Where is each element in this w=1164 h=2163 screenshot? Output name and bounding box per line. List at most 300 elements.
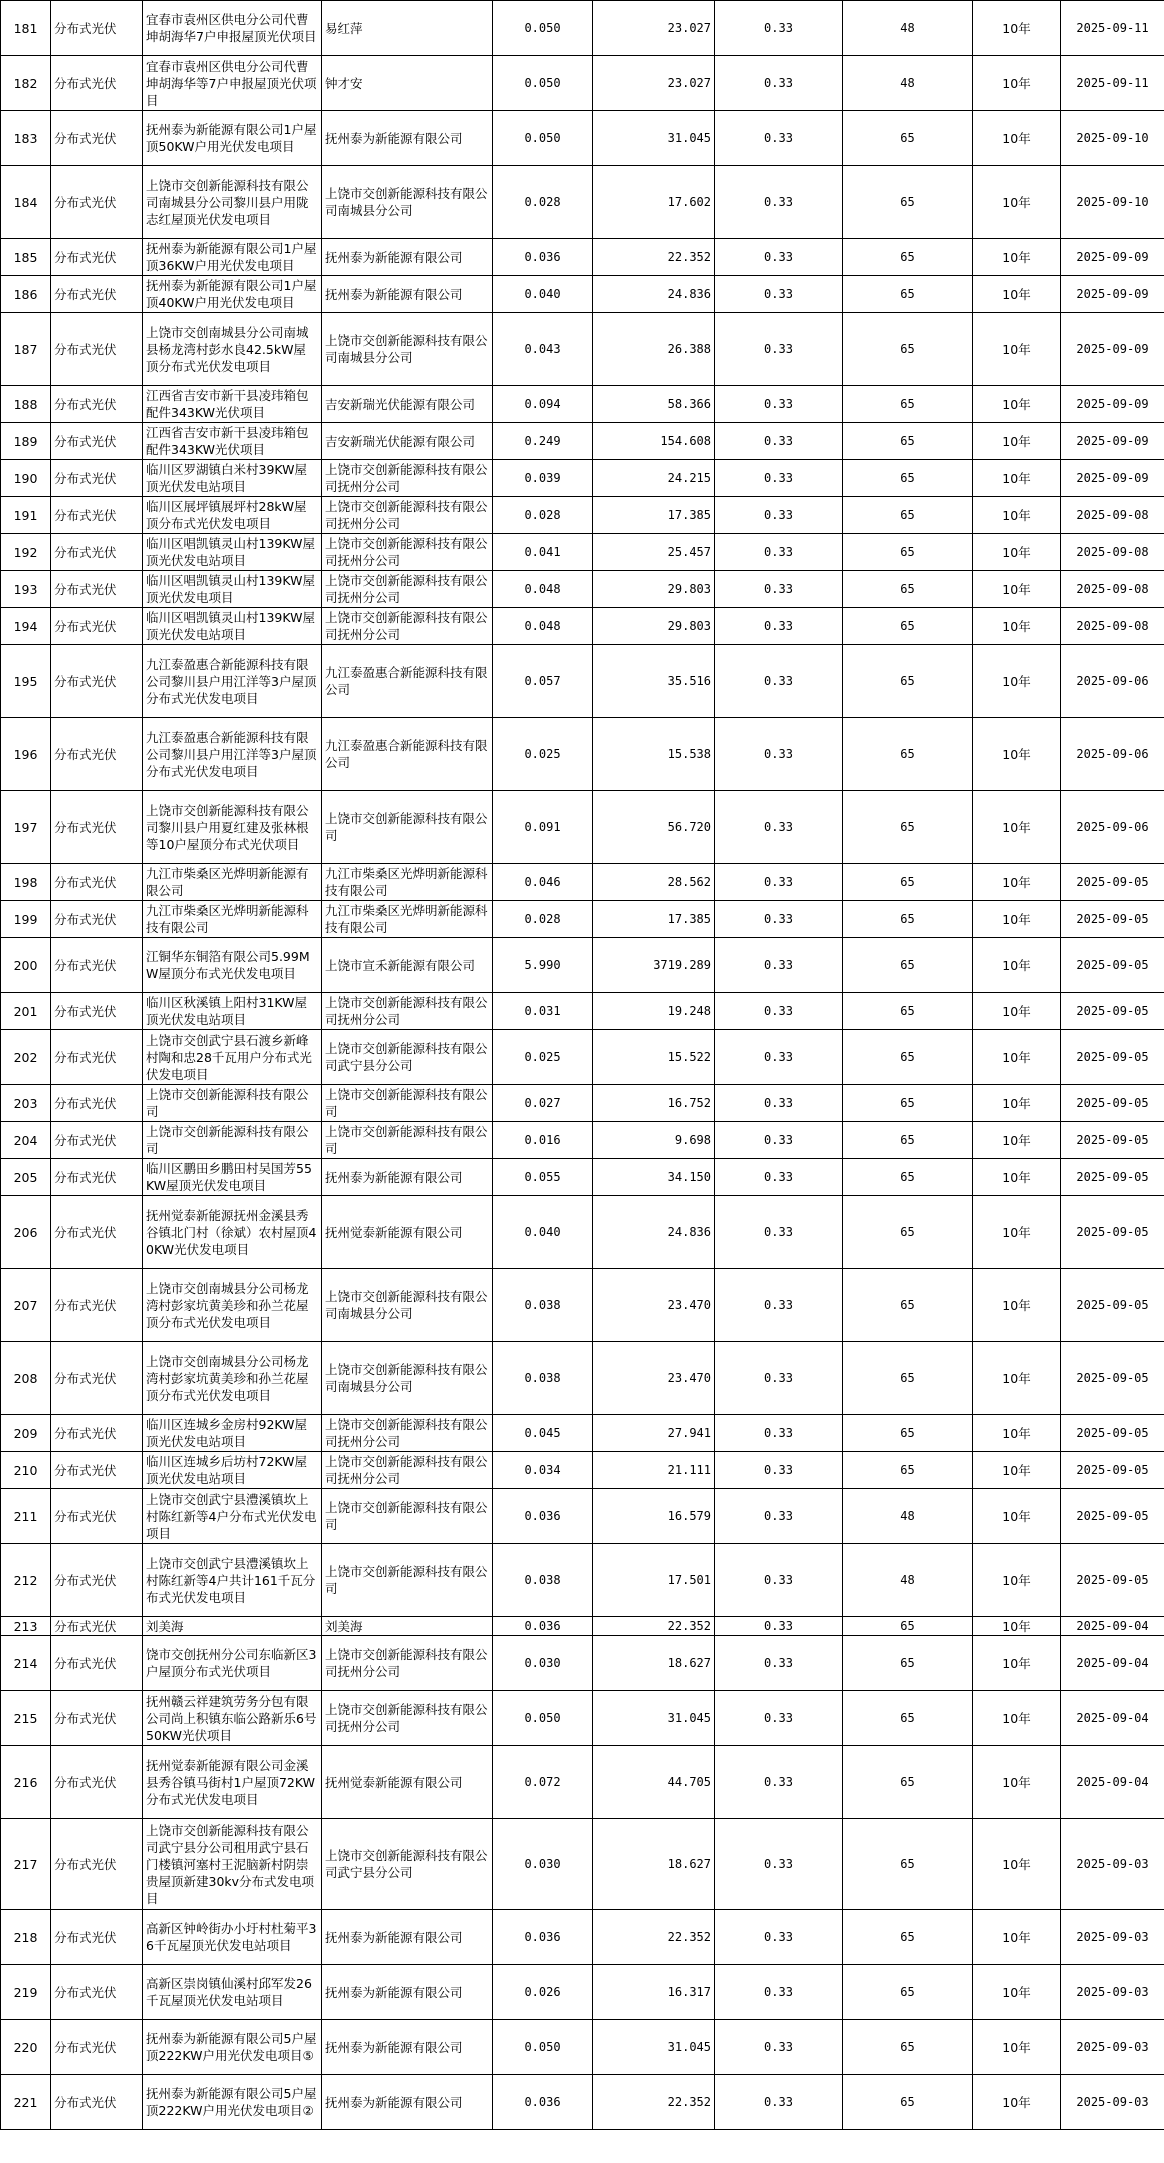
- project-type-cell: 分布式光伏: [51, 497, 143, 534]
- date-cell: 2025-09-09: [1061, 313, 1164, 386]
- project-name-cell: 上饶市交创南城县分公司杨龙湾村彭家坑黄美珍和孙兰花屋顶分布式光伏发电项目: [143, 1342, 322, 1415]
- subsidy-cell: 65: [843, 645, 973, 718]
- capacity-cell: 0.046: [493, 864, 593, 901]
- project-type-cell: 分布式光伏: [51, 1636, 143, 1691]
- capacity-cell: 0.048: [493, 571, 593, 608]
- table-row: [1, 534, 1164, 571]
- table-row: [1, 1746, 1164, 1819]
- project-type-cell: 分布式光伏: [51, 1159, 143, 1196]
- subsidy-cell: 65: [843, 1030, 973, 1085]
- generation-cell: 25.457: [593, 534, 715, 571]
- project-type-cell: 分布式光伏: [51, 2075, 143, 2130]
- table-row: [1, 313, 1164, 386]
- period-cell: 10年: [973, 1159, 1061, 1196]
- generation-cell: 23.027: [593, 1, 715, 56]
- company-name-cell: 抚州泰为新能源有限公司: [322, 1910, 493, 1965]
- capacity-cell: 0.027: [493, 1085, 593, 1122]
- project-type-cell: 分布式光伏: [51, 1196, 143, 1269]
- company-name-cell: 抚州泰为新能源有限公司: [322, 2075, 493, 2130]
- period-cell: 10年: [973, 2020, 1061, 2075]
- subsidy-cell: 65: [843, 2075, 973, 2130]
- capacity-cell: 0.249: [493, 423, 593, 460]
- project-name-cell: 九江泰盈惠合新能源科技有限公司黎川县户用江洋等3户屋顶分布式光伏发电项目: [143, 645, 322, 718]
- date-cell: 2025-09-05: [1061, 901, 1164, 938]
- project-type-cell: 分布式光伏: [51, 1489, 143, 1544]
- coefficient-cell: 0.33: [715, 2075, 843, 2130]
- project-type-cell: 分布式光伏: [51, 645, 143, 718]
- project-name-cell: 九江泰盈惠合新能源科技有限公司黎川县户用江洋等3户屋顶分布式光伏发电项目: [143, 718, 322, 791]
- subsidy-cell: 65: [843, 1452, 973, 1489]
- company-name-cell: 上饶市交创新能源科技有限公司: [322, 791, 493, 864]
- period-cell: 10年: [973, 2075, 1061, 2130]
- date-cell: 2025-09-05: [1061, 1159, 1164, 1196]
- subsidy-cell: 65: [843, 1910, 973, 1965]
- project-name-cell: 抚州赣云祥建筑劳务分包有限公司尚上积镇东临公路新乐6号50KW光伏项目: [143, 1691, 322, 1746]
- subsidy-cell: 48: [843, 1544, 973, 1617]
- project-name-cell: 抚州觉泰新能源有限公司金溪县秀谷镇马街村1户屋顶72KW分布式光伏发电项目: [143, 1746, 322, 1819]
- row-number-cell: 219: [1, 1965, 51, 2020]
- company-name-cell: 上饶市交创新能源科技有限公司: [322, 1489, 493, 1544]
- capacity-cell: 0.040: [493, 276, 593, 313]
- row-number-cell: 208: [1, 1342, 51, 1415]
- table-row: [1, 1085, 1164, 1122]
- company-name-cell: 上饶市交创新能源科技有限公司南城县分公司: [322, 1342, 493, 1415]
- date-cell: 2025-09-03: [1061, 1910, 1164, 1965]
- capacity-cell: 0.050: [493, 111, 593, 166]
- company-name-cell: 上饶市交创新能源科技有限公司: [322, 1085, 493, 1122]
- coefficient-cell: 0.33: [715, 1269, 843, 1342]
- row-number-cell: 190: [1, 460, 51, 497]
- subsidy-cell: 65: [843, 1965, 973, 2020]
- generation-cell: 17.385: [593, 901, 715, 938]
- table-row: [1, 1489, 1164, 1544]
- company-name-cell: 上饶市交创新能源科技有限公司武宁县分公司: [322, 1030, 493, 1085]
- project-type-cell: 分布式光伏: [51, 460, 143, 497]
- period-cell: 10年: [973, 1030, 1061, 1085]
- date-cell: 2025-09-05: [1061, 1085, 1164, 1122]
- subsidy-cell: 65: [843, 1415, 973, 1452]
- generation-cell: 24.215: [593, 460, 715, 497]
- coefficient-cell: 0.33: [715, 1085, 843, 1122]
- generation-cell: 16.317: [593, 1965, 715, 2020]
- subsidy-cell: 65: [843, 1342, 973, 1415]
- company-name-cell: 上饶市交创新能源科技有限公司: [322, 1544, 493, 1617]
- table-row: [1, 1965, 1164, 2020]
- capacity-cell: 0.048: [493, 608, 593, 645]
- date-cell: 2025-09-05: [1061, 1342, 1164, 1415]
- project-type-cell: 分布式光伏: [51, 313, 143, 386]
- row-number-cell: 206: [1, 1196, 51, 1269]
- capacity-cell: 0.028: [493, 497, 593, 534]
- company-name-cell: 九江市柴桑区光烨明新能源科技有限公司: [322, 864, 493, 901]
- table-row: [1, 1452, 1164, 1489]
- generation-cell: 58.366: [593, 386, 715, 423]
- subsidy-cell: 65: [843, 718, 973, 791]
- project-type-cell: 分布式光伏: [51, 571, 143, 608]
- date-cell: 2025-09-06: [1061, 718, 1164, 791]
- project-name-cell: 九江市柴桑区光烨明新能源科技有限公司: [143, 901, 322, 938]
- project-name-cell: 临川区展坪镇展坪村28kW屋顶分布式光伏发电项目: [143, 497, 322, 534]
- date-cell: 2025-09-05: [1061, 1196, 1164, 1269]
- row-number-cell: 204: [1, 1122, 51, 1159]
- period-cell: 10年: [973, 534, 1061, 571]
- period-cell: 10年: [973, 460, 1061, 497]
- generation-cell: 21.111: [593, 1452, 715, 1489]
- date-cell: 2025-09-05: [1061, 864, 1164, 901]
- date-cell: 2025-09-03: [1061, 2020, 1164, 2075]
- generation-cell: 22.352: [593, 1910, 715, 1965]
- coefficient-cell: 0.33: [715, 1, 843, 56]
- project-name-cell: 高新区崇岗镇仙溪村邱军发26千瓦屋顶光伏发电站项目: [143, 1965, 322, 2020]
- date-cell: 2025-09-08: [1061, 534, 1164, 571]
- project-name-cell: 抚州泰为新能源有限公司5户屋顶222KW户用光伏发电项目⑤: [143, 2020, 322, 2075]
- period-cell: 10年: [973, 901, 1061, 938]
- period-cell: 10年: [973, 111, 1061, 166]
- generation-cell: 18.627: [593, 1819, 715, 1910]
- subsidy-cell: 65: [843, 1819, 973, 1910]
- company-name-cell: 上饶市交创新能源科技有限公司抚州分公司: [322, 993, 493, 1030]
- generation-cell: 18.627: [593, 1636, 715, 1691]
- coefficient-cell: 0.33: [715, 1617, 843, 1636]
- generation-cell: 24.836: [593, 1196, 715, 1269]
- subsidy-cell: 65: [843, 608, 973, 645]
- row-number-cell: 181: [1, 1, 51, 56]
- capacity-cell: 0.038: [493, 1544, 593, 1617]
- period-cell: 10年: [973, 1746, 1061, 1819]
- capacity-cell: 0.038: [493, 1269, 593, 1342]
- row-number-cell: 218: [1, 1910, 51, 1965]
- date-cell: 2025-09-05: [1061, 1452, 1164, 1489]
- coefficient-cell: 0.33: [715, 1122, 843, 1159]
- subsidy-cell: 65: [843, 239, 973, 276]
- coefficient-cell: 0.33: [715, 1342, 843, 1415]
- generation-cell: 28.562: [593, 864, 715, 901]
- project-type-cell: 分布式光伏: [51, 276, 143, 313]
- period-cell: 10年: [973, 718, 1061, 791]
- row-number-cell: 202: [1, 1030, 51, 1085]
- project-name-cell: 临川区唱凯镇灵山村139KW屋顶光伏发电项目: [143, 571, 322, 608]
- table-row: [1, 1544, 1164, 1617]
- period-cell: 10年: [973, 1819, 1061, 1910]
- period-cell: 10年: [973, 1085, 1061, 1122]
- subsidy-cell: 48: [843, 56, 973, 111]
- coefficient-cell: 0.33: [715, 56, 843, 111]
- subsidy-cell: 65: [843, 1122, 973, 1159]
- coefficient-cell: 0.33: [715, 1819, 843, 1910]
- row-number-cell: 189: [1, 423, 51, 460]
- period-cell: 10年: [973, 1489, 1061, 1544]
- date-cell: 2025-09-05: [1061, 1122, 1164, 1159]
- coefficient-cell: 0.33: [715, 111, 843, 166]
- project-name-cell: 上饶市交创新能源科技有限公司: [143, 1085, 322, 1122]
- table-row: [1, 276, 1164, 313]
- company-name-cell: 抚州泰为新能源有限公司: [322, 239, 493, 276]
- period-cell: 10年: [973, 423, 1061, 460]
- row-number-cell: 183: [1, 111, 51, 166]
- subsidy-cell: 65: [843, 864, 973, 901]
- row-number-cell: 210: [1, 1452, 51, 1489]
- project-name-cell: 江西省吉安市新干县凌玮箱包配件343KW光伏项目: [143, 386, 322, 423]
- capacity-cell: 5.990: [493, 938, 593, 993]
- date-cell: 2025-09-08: [1061, 608, 1164, 645]
- company-name-cell: 刘美海: [322, 1617, 493, 1636]
- capacity-cell: 0.040: [493, 1196, 593, 1269]
- coefficient-cell: 0.33: [715, 1636, 843, 1691]
- date-cell: 2025-09-04: [1061, 1746, 1164, 1819]
- subsidy-cell: 65: [843, 901, 973, 938]
- date-cell: 2025-09-11: [1061, 1, 1164, 56]
- row-number-cell: 205: [1, 1159, 51, 1196]
- period-cell: 10年: [973, 497, 1061, 534]
- date-cell: 2025-09-11: [1061, 56, 1164, 111]
- table-row: [1, 938, 1164, 993]
- date-cell: 2025-09-05: [1061, 1415, 1164, 1452]
- project-name-cell: 临川区罗湖镇白米村39KW屋顶光伏发电站项目: [143, 460, 322, 497]
- table-row: [1, 645, 1164, 718]
- row-number-cell: 212: [1, 1544, 51, 1617]
- project-name-cell: 临川区鹏田乡鹏田村吴国芳55KW屋顶光伏发电项目: [143, 1159, 322, 1196]
- project-type-cell: 分布式光伏: [51, 901, 143, 938]
- date-cell: 2025-09-10: [1061, 166, 1164, 239]
- company-name-cell: 上饶市交创新能源科技有限公司南城县分公司: [322, 166, 493, 239]
- date-cell: 2025-09-03: [1061, 1965, 1164, 2020]
- coefficient-cell: 0.33: [715, 276, 843, 313]
- date-cell: 2025-09-03: [1061, 1819, 1164, 1910]
- company-name-cell: 九江市柴桑区光烨明新能源科技有限公司: [322, 901, 493, 938]
- row-number-cell: 182: [1, 56, 51, 111]
- subsidy-cell: 65: [843, 938, 973, 993]
- capacity-cell: 0.036: [493, 1489, 593, 1544]
- company-name-cell: 上饶市交创新能源科技有限公司南城县分公司: [322, 313, 493, 386]
- company-name-cell: 抚州泰为新能源有限公司: [322, 2020, 493, 2075]
- row-number-cell: 195: [1, 645, 51, 718]
- company-name-cell: 上饶市交创新能源科技有限公司武宁县分公司: [322, 1819, 493, 1910]
- period-cell: 10年: [973, 1910, 1061, 1965]
- project-name-cell: 上饶市交创新能源科技有限公司南城县分公司黎川县户用陇志红屋顶光伏发电项目: [143, 166, 322, 239]
- period-cell: 10年: [973, 993, 1061, 1030]
- company-name-cell: 抚州泰为新能源有限公司: [322, 276, 493, 313]
- project-type-cell: 分布式光伏: [51, 1342, 143, 1415]
- coefficient-cell: 0.33: [715, 534, 843, 571]
- row-number-cell: 214: [1, 1636, 51, 1691]
- coefficient-cell: 0.33: [715, 571, 843, 608]
- coefficient-cell: 0.33: [715, 1544, 843, 1617]
- capacity-cell: 0.028: [493, 901, 593, 938]
- project-name-cell: 上饶市交创武宁县澧溪镇坎上村陈红新等4户共计161千瓦分布式光伏发电项目: [143, 1544, 322, 1617]
- table-row: [1, 1636, 1164, 1691]
- project-name-cell: 抚州觉泰新能源抚州金溪县秀谷镇北门村（徐斌）农村屋顶40KW光伏发电项目: [143, 1196, 322, 1269]
- table-row: [1, 993, 1164, 1030]
- generation-cell: 19.248: [593, 993, 715, 1030]
- date-cell: 2025-09-03: [1061, 2075, 1164, 2130]
- date-cell: 2025-09-05: [1061, 993, 1164, 1030]
- company-name-cell: 易红萍: [322, 1, 493, 56]
- capacity-cell: 0.034: [493, 1452, 593, 1489]
- company-name-cell: 钟才安: [322, 56, 493, 111]
- company-name-cell: 抚州泰为新能源有限公司: [322, 111, 493, 166]
- subsidy-cell: 65: [843, 460, 973, 497]
- date-cell: 2025-09-09: [1061, 386, 1164, 423]
- subsidy-cell: 65: [843, 1196, 973, 1269]
- generation-cell: 15.522: [593, 1030, 715, 1085]
- company-name-cell: 上饶市交创新能源科技有限公司南城县分公司: [322, 1269, 493, 1342]
- period-cell: 10年: [973, 166, 1061, 239]
- subsidy-cell: 65: [843, 1636, 973, 1691]
- date-cell: 2025-09-04: [1061, 1617, 1164, 1636]
- project-type-cell: 分布式光伏: [51, 1122, 143, 1159]
- project-type-cell: 分布式光伏: [51, 1, 143, 56]
- generation-cell: 23.470: [593, 1342, 715, 1415]
- period-cell: 10年: [973, 1452, 1061, 1489]
- coefficient-cell: 0.33: [715, 386, 843, 423]
- capacity-cell: 0.038: [493, 1342, 593, 1415]
- coefficient-cell: 0.33: [715, 166, 843, 239]
- row-number-cell: 211: [1, 1489, 51, 1544]
- project-name-cell: 宜春市袁州区供电分公司代曹坤胡海华7户申报屋顶光伏项目: [143, 1, 322, 56]
- company-name-cell: 上饶市交创新能源科技有限公司抚州分公司: [322, 1415, 493, 1452]
- capacity-cell: 0.050: [493, 56, 593, 111]
- coefficient-cell: 0.33: [715, 938, 843, 993]
- project-type-cell: 分布式光伏: [51, 1030, 143, 1085]
- project-type-cell: 分布式光伏: [51, 791, 143, 864]
- company-name-cell: 上饶市交创新能源科技有限公司抚州分公司: [322, 497, 493, 534]
- capacity-cell: 0.055: [493, 1159, 593, 1196]
- row-number-cell: 188: [1, 386, 51, 423]
- capacity-cell: 0.031: [493, 993, 593, 1030]
- project-type-cell: 分布式光伏: [51, 718, 143, 791]
- table-row: [1, 864, 1164, 901]
- project-type-cell: 分布式光伏: [51, 1415, 143, 1452]
- subsidy-cell: 65: [843, 1085, 973, 1122]
- project-name-cell: 江铜华东铜箔有限公司5.99MW屋顶分布式光伏发电项目: [143, 938, 322, 993]
- table-row: [1, 1415, 1164, 1452]
- project-type-cell: 分布式光伏: [51, 166, 143, 239]
- subsidy-cell: 65: [843, 791, 973, 864]
- company-name-cell: 上饶市交创新能源科技有限公司抚州分公司: [322, 1636, 493, 1691]
- project-type-cell: 分布式光伏: [51, 1452, 143, 1489]
- coefficient-cell: 0.33: [715, 901, 843, 938]
- coefficient-cell: 0.33: [715, 497, 843, 534]
- company-name-cell: 上饶市交创新能源科技有限公司抚州分公司: [322, 1691, 493, 1746]
- project-name-cell: 刘美海: [143, 1617, 322, 1636]
- company-name-cell: 抚州泰为新能源有限公司: [322, 1965, 493, 2020]
- project-type-cell: 分布式光伏: [51, 1910, 143, 1965]
- generation-cell: 17.602: [593, 166, 715, 239]
- capacity-cell: 0.094: [493, 386, 593, 423]
- row-number-cell: 220: [1, 2020, 51, 2075]
- date-cell: 2025-09-09: [1061, 276, 1164, 313]
- capacity-cell: 0.036: [493, 239, 593, 276]
- generation-cell: 26.388: [593, 313, 715, 386]
- table-row: [1, 460, 1164, 497]
- date-cell: 2025-09-04: [1061, 1636, 1164, 1691]
- company-name-cell: 上饶市交创新能源科技有限公司抚州分公司: [322, 1452, 493, 1489]
- subsidy-cell: 65: [843, 1746, 973, 1819]
- table-row: [1, 2075, 1164, 2130]
- company-name-cell: 吉安新瑞光伏能源有限公司: [322, 423, 493, 460]
- coefficient-cell: 0.33: [715, 1746, 843, 1819]
- date-cell: 2025-09-06: [1061, 645, 1164, 718]
- row-number-cell: 203: [1, 1085, 51, 1122]
- table-row: [1, 718, 1164, 791]
- coefficient-cell: 0.33: [715, 1196, 843, 1269]
- row-number-cell: 187: [1, 313, 51, 386]
- generation-cell: 35.516: [593, 645, 715, 718]
- table-row: [1, 1196, 1164, 1269]
- generation-cell: 44.705: [593, 1746, 715, 1819]
- row-number-cell: 191: [1, 497, 51, 534]
- period-cell: 10年: [973, 1122, 1061, 1159]
- period-cell: 10年: [973, 791, 1061, 864]
- project-name-cell: 饶市交创抚州分公司东临新区3户屋顶分布式光伏项目: [143, 1636, 322, 1691]
- generation-cell: 15.538: [593, 718, 715, 791]
- row-number-cell: 196: [1, 718, 51, 791]
- project-name-cell: 临川区连城乡金房村92KW屋顶光伏发电站项目: [143, 1415, 322, 1452]
- row-number-cell: 200: [1, 938, 51, 993]
- period-cell: 10年: [973, 938, 1061, 993]
- generation-cell: 22.352: [593, 2075, 715, 2130]
- row-number-cell: 184: [1, 166, 51, 239]
- table-row: [1, 1910, 1164, 1965]
- subsidy-cell: 65: [843, 166, 973, 239]
- project-name-cell: 抚州泰为新能源有限公司1户屋顶50KW户用光伏发电项目: [143, 111, 322, 166]
- project-name-cell: 上饶市交创新能源科技有限公司: [143, 1122, 322, 1159]
- period-cell: 10年: [973, 864, 1061, 901]
- period-cell: 10年: [973, 1617, 1061, 1636]
- table-row: [1, 166, 1164, 239]
- date-cell: 2025-09-05: [1061, 1269, 1164, 1342]
- coefficient-cell: 0.33: [715, 423, 843, 460]
- table-row: [1, 497, 1164, 534]
- coefficient-cell: 0.33: [715, 993, 843, 1030]
- date-cell: 2025-09-06: [1061, 791, 1164, 864]
- subsidy-cell: 65: [843, 386, 973, 423]
- project-name-cell: 抚州泰为新能源有限公司1户屋顶36KW户用光伏发电项目: [143, 239, 322, 276]
- generation-cell: 17.501: [593, 1544, 715, 1617]
- capacity-cell: 0.043: [493, 313, 593, 386]
- period-cell: 10年: [973, 1342, 1061, 1415]
- project-type-cell: 分布式光伏: [51, 1691, 143, 1746]
- project-name-cell: 高新区钟岭街办小圩村杜菊平36千瓦屋顶光伏发电站项目: [143, 1910, 322, 1965]
- project-type-cell: 分布式光伏: [51, 56, 143, 111]
- company-name-cell: 上饶市交创新能源科技有限公司抚州分公司: [322, 534, 493, 571]
- capacity-cell: 0.025: [493, 718, 593, 791]
- project-type-cell: 分布式光伏: [51, 2020, 143, 2075]
- project-type-cell: 分布式光伏: [51, 423, 143, 460]
- project-name-cell: 上饶市交创新能源科技有限公司黎川县户用夏红建及张林根等10户屋顶分布式光伏项目: [143, 791, 322, 864]
- project-name-cell: 宜春市袁州区供电分公司代曹坤胡海华等7户申报屋顶光伏项目: [143, 56, 322, 111]
- project-name-cell: 上饶市交创武宁县澧溪镇坎上村陈红新等4户分布式光伏发电项目: [143, 1489, 322, 1544]
- project-name-cell: 抚州泰为新能源有限公司1户屋顶40KW户用光伏发电项目: [143, 276, 322, 313]
- project-name-cell: 上饶市交创武宁县石渡乡新峰村陶和忠28千瓦用户分布式光伏发电项目: [143, 1030, 322, 1085]
- period-cell: 10年: [973, 571, 1061, 608]
- capacity-cell: 0.030: [493, 1819, 593, 1910]
- generation-cell: 17.385: [593, 497, 715, 534]
- capacity-cell: 0.025: [493, 1030, 593, 1085]
- generation-cell: 24.836: [593, 276, 715, 313]
- coefficient-cell: 0.33: [715, 1691, 843, 1746]
- project-type-cell: 分布式光伏: [51, 534, 143, 571]
- period-cell: 10年: [973, 1269, 1061, 1342]
- period-cell: 10年: [973, 1691, 1061, 1746]
- table-row: [1, 1030, 1164, 1085]
- period-cell: 10年: [973, 1544, 1061, 1617]
- company-name-cell: 抚州觉泰新能源有限公司: [322, 1746, 493, 1819]
- table-row: [1, 571, 1164, 608]
- capacity-cell: 0.039: [493, 460, 593, 497]
- coefficient-cell: 0.33: [715, 718, 843, 791]
- generation-cell: 3719.289: [593, 938, 715, 993]
